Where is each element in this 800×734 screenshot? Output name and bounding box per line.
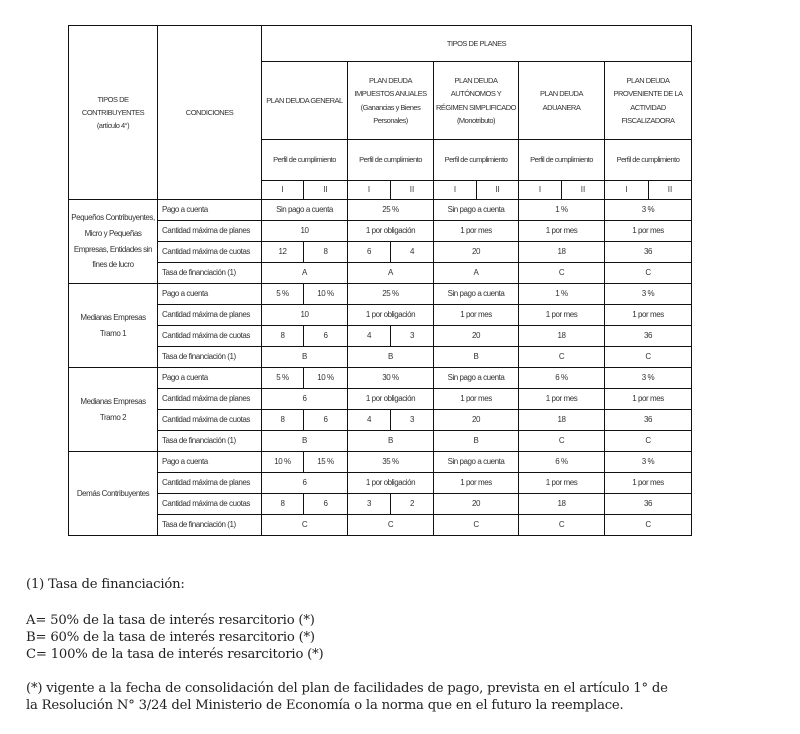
condition-label: Pago a cuenta bbox=[158, 368, 262, 389]
cell-value: 10 % bbox=[304, 368, 348, 389]
cell-value: Sin pago a cuenta bbox=[434, 452, 519, 473]
contributor-group-demas: Demás Contribuyentes bbox=[69, 452, 158, 536]
cell-value: 4 bbox=[348, 326, 391, 347]
header-row-plans-group bbox=[69, 26, 692, 62]
cell-value: 18 bbox=[519, 242, 605, 263]
table-row-cantidad-planes bbox=[69, 389, 692, 410]
footnote-line-1: (*) vigente a la fecha de consolidación del plan de facilidades de pago, prevista en el artículo 1° de bbox=[26, 681, 668, 696]
rate-definition-a: A= 50% de la tasa de interés resarcitorio (*) bbox=[26, 613, 315, 628]
cell-value: A bbox=[348, 263, 434, 284]
cell-value: 10 bbox=[262, 305, 348, 326]
cell-value: Sin pago a cuenta bbox=[262, 200, 348, 221]
cell-value: 1 por mes bbox=[434, 221, 519, 242]
cell-value: 3 % bbox=[605, 452, 692, 473]
cell-value: 8 bbox=[262, 494, 304, 515]
table-row-tasa-financiacion bbox=[69, 431, 692, 452]
cell-value: 1 por mes bbox=[519, 473, 605, 494]
notes-title: (1) Tasa de financiación: bbox=[26, 577, 185, 592]
cell-value: 3 % bbox=[605, 200, 692, 221]
cell-value: C bbox=[605, 431, 692, 452]
cell-value: 1 por mes bbox=[605, 473, 692, 494]
cell-value: 1 por obligación bbox=[348, 473, 434, 494]
profile-level-i: I bbox=[434, 181, 477, 200]
cell-value: 36 bbox=[605, 410, 692, 431]
profile-level-i: I bbox=[262, 181, 304, 200]
profile-level-ii: II bbox=[477, 181, 519, 200]
condition-label: Tasa de financiación (1) bbox=[158, 515, 262, 536]
table-row-pago-a-cuenta bbox=[69, 368, 692, 389]
cell-value: 6 bbox=[304, 410, 348, 431]
cell-value: 8 bbox=[304, 242, 348, 263]
cell-value: 1 por mes bbox=[519, 389, 605, 410]
cell-value: 1 por mes bbox=[434, 473, 519, 494]
cell-value: 1 por obligación bbox=[348, 389, 434, 410]
table-row-pago-a-cuenta bbox=[69, 200, 692, 221]
header-plan-aduanera: PLAN DEUDA ADUANERA bbox=[519, 62, 605, 140]
table-row-cantidad-planes bbox=[69, 221, 692, 242]
cell-value: 1 por mes bbox=[519, 305, 605, 326]
cell-value: C bbox=[605, 347, 692, 368]
cell-value: 1 por mes bbox=[434, 389, 519, 410]
profile-label: Perfil de cumplimiento bbox=[605, 140, 692, 181]
cell-value: 1 por obligación bbox=[348, 305, 434, 326]
cell-value: A bbox=[434, 263, 519, 284]
cell-value: 20 bbox=[434, 326, 519, 347]
cell-value: C bbox=[605, 263, 692, 284]
cell-value: 36 bbox=[605, 242, 692, 263]
cell-value: 30 % bbox=[348, 368, 434, 389]
cell-value: 5 % bbox=[262, 284, 304, 305]
cell-value: 8 bbox=[262, 410, 304, 431]
cell-value: 12 bbox=[262, 242, 304, 263]
table-row-cantidad-cuotas bbox=[69, 326, 692, 347]
table-row-cantidad-planes bbox=[69, 473, 692, 494]
cell-value: 1 por mes bbox=[605, 389, 692, 410]
header-plan-types: TIPOS DE PLANES bbox=[262, 26, 692, 62]
cell-value: B bbox=[348, 431, 434, 452]
profile-label: Perfil de cumplimiento bbox=[262, 140, 348, 181]
cell-value: 1 % bbox=[519, 284, 605, 305]
cell-value: C bbox=[519, 347, 605, 368]
payment-plans-table bbox=[68, 25, 692, 536]
header-conditions: CONDICIONES bbox=[158, 26, 262, 200]
cell-value: C bbox=[519, 431, 605, 452]
footnote-line-2: la Resolución N° 3/24 del Ministerio de Economía o la norma que en el futuro la reemplace. bbox=[26, 698, 624, 713]
cell-value: 18 bbox=[519, 326, 605, 347]
cell-value: 3 bbox=[348, 494, 391, 515]
condition-label: Tasa de financiación (1) bbox=[158, 347, 262, 368]
table-row-tasa-financiacion bbox=[69, 263, 692, 284]
contributor-group-pequenos: Pequeños Contribuyentes, Micro y Pequeñas Empresas, Entidades sin fines de lucro bbox=[69, 200, 158, 284]
cell-value: 6 bbox=[304, 494, 348, 515]
condition-label: Cantidad máxima de planes bbox=[158, 389, 262, 410]
table-row-cantidad-cuotas bbox=[69, 494, 692, 515]
cell-value: 2 bbox=[391, 494, 434, 515]
condition-label: Cantidad máxima de planes bbox=[158, 305, 262, 326]
cell-value: B bbox=[262, 431, 348, 452]
cell-value: B bbox=[434, 347, 519, 368]
condition-label: Cantidad máxima de planes bbox=[158, 473, 262, 494]
rate-definition-b: B= 60% de la tasa de interés resarcitorio (*) bbox=[26, 630, 315, 645]
cell-value: 1 por mes bbox=[605, 221, 692, 242]
cell-value: 18 bbox=[519, 410, 605, 431]
cell-value: 10 % bbox=[262, 452, 304, 473]
condition-label: Cantidad máxima de cuotas bbox=[158, 494, 262, 515]
cell-value: Sin pago a cuenta bbox=[434, 368, 519, 389]
cell-value: 3 % bbox=[605, 368, 692, 389]
cell-value: 1 por mes bbox=[434, 305, 519, 326]
cell-value: 18 bbox=[519, 494, 605, 515]
cell-value: 10 % bbox=[304, 284, 348, 305]
header-plan-impuestos-anuales: PLAN DEUDA IMPUESTOS ANUALES (Ganancias y Bienes Personales) bbox=[348, 62, 434, 140]
cell-value: 6 bbox=[262, 473, 348, 494]
cell-value: B bbox=[262, 347, 348, 368]
condition-label: Pago a cuenta bbox=[158, 452, 262, 473]
condition-label: Cantidad máxima de cuotas bbox=[158, 326, 262, 347]
cell-value: 3 bbox=[391, 326, 434, 347]
condition-label: Cantidad máxima de cuotas bbox=[158, 410, 262, 431]
cell-value: B bbox=[434, 431, 519, 452]
table-row-tasa-financiacion bbox=[69, 515, 692, 536]
table-row-pago-a-cuenta bbox=[69, 284, 692, 305]
cell-value: 3 % bbox=[605, 284, 692, 305]
profile-label: Perfil de cumplimiento bbox=[348, 140, 434, 181]
profile-level-ii: II bbox=[649, 181, 692, 200]
profile-level-i: I bbox=[519, 181, 562, 200]
cell-value: B bbox=[348, 347, 434, 368]
cell-value: C bbox=[262, 515, 348, 536]
cell-value: 20 bbox=[434, 242, 519, 263]
cell-value: 10 bbox=[262, 221, 348, 242]
condition-label: Tasa de financiación (1) bbox=[158, 263, 262, 284]
contributor-group-medianas-tramo-1: Medianas Empresas Tramo 1 bbox=[69, 284, 158, 368]
cell-value: 6 bbox=[348, 242, 391, 263]
cell-value: 6 % bbox=[519, 368, 605, 389]
table-row-cantidad-cuotas bbox=[69, 242, 692, 263]
header-plan-general: PLAN DEUDA GENERAL bbox=[262, 62, 348, 140]
header-plan-fiscalizadora: PLAN DEUDA PROVENIENTE DE LA ACTIVIDAD FISCALIZADORA bbox=[605, 62, 692, 140]
cell-value: 35 % bbox=[348, 452, 434, 473]
profile-level-ii: II bbox=[391, 181, 434, 200]
profile-level-ii: II bbox=[304, 181, 348, 200]
cell-value: Sin pago a cuenta bbox=[434, 200, 519, 221]
cell-value: 25 % bbox=[348, 200, 434, 221]
rate-definition-c: C= 100% de la tasa de interés resarcitorio (*) bbox=[26, 647, 324, 662]
cell-value: 3 bbox=[391, 410, 434, 431]
condition-label: Cantidad máxima de planes bbox=[158, 221, 262, 242]
cell-value: 1 por mes bbox=[519, 221, 605, 242]
table-row-pago-a-cuenta bbox=[69, 452, 692, 473]
cell-value: C bbox=[434, 515, 519, 536]
cell-value: 1 por obligación bbox=[348, 221, 434, 242]
cell-value: C bbox=[348, 515, 434, 536]
cell-value: 25 % bbox=[348, 284, 434, 305]
table-row-tasa-financiacion bbox=[69, 347, 692, 368]
cell-value: C bbox=[519, 515, 605, 536]
header-plan-autonomos: PLAN DEUDA AUTÓNOMOS Y RÉGIMEN SIMPLIFICADO (Monotributo) bbox=[434, 62, 519, 140]
cell-value: C bbox=[605, 515, 692, 536]
cell-value: 5 % bbox=[262, 368, 304, 389]
cell-value: C bbox=[519, 263, 605, 284]
condition-label: Cantidad máxima de cuotas bbox=[158, 242, 262, 263]
cell-value: 15 % bbox=[304, 452, 348, 473]
cell-value: 8 bbox=[262, 326, 304, 347]
cell-value: Sin pago a cuenta bbox=[434, 284, 519, 305]
cell-value: 1 por mes bbox=[605, 305, 692, 326]
cell-value: 4 bbox=[348, 410, 391, 431]
profile-level-ii: II bbox=[562, 181, 605, 200]
header-contributor-types: TIPOS DE CONTRIBUYENTES (artículo 4°) bbox=[69, 26, 158, 200]
cell-value: 20 bbox=[434, 494, 519, 515]
table-row-cantidad-planes bbox=[69, 305, 692, 326]
condition-label: Tasa de financiación (1) bbox=[158, 431, 262, 452]
cell-value: 6 % bbox=[519, 452, 605, 473]
profile-label: Perfil de cumplimiento bbox=[434, 140, 519, 181]
cell-value: 36 bbox=[605, 326, 692, 347]
footnotes bbox=[26, 576, 668, 714]
cell-value: 1 % bbox=[519, 200, 605, 221]
condition-label: Pago a cuenta bbox=[158, 284, 262, 305]
cell-value: 6 bbox=[304, 326, 348, 347]
table-row-cantidad-cuotas bbox=[69, 410, 692, 431]
condition-label: Pago a cuenta bbox=[158, 200, 262, 221]
cell-value: 20 bbox=[434, 410, 519, 431]
profile-level-i: I bbox=[605, 181, 649, 200]
cell-value: 6 bbox=[262, 389, 348, 410]
profile-label: Perfil de cumplimiento bbox=[519, 140, 605, 181]
cell-value: 36 bbox=[605, 494, 692, 515]
cell-value: A bbox=[262, 263, 348, 284]
profile-level-i: I bbox=[348, 181, 391, 200]
cell-value: 4 bbox=[391, 242, 434, 263]
contributor-group-medianas-tramo-2: Medianas Empresas Tramo 2 bbox=[69, 368, 158, 452]
